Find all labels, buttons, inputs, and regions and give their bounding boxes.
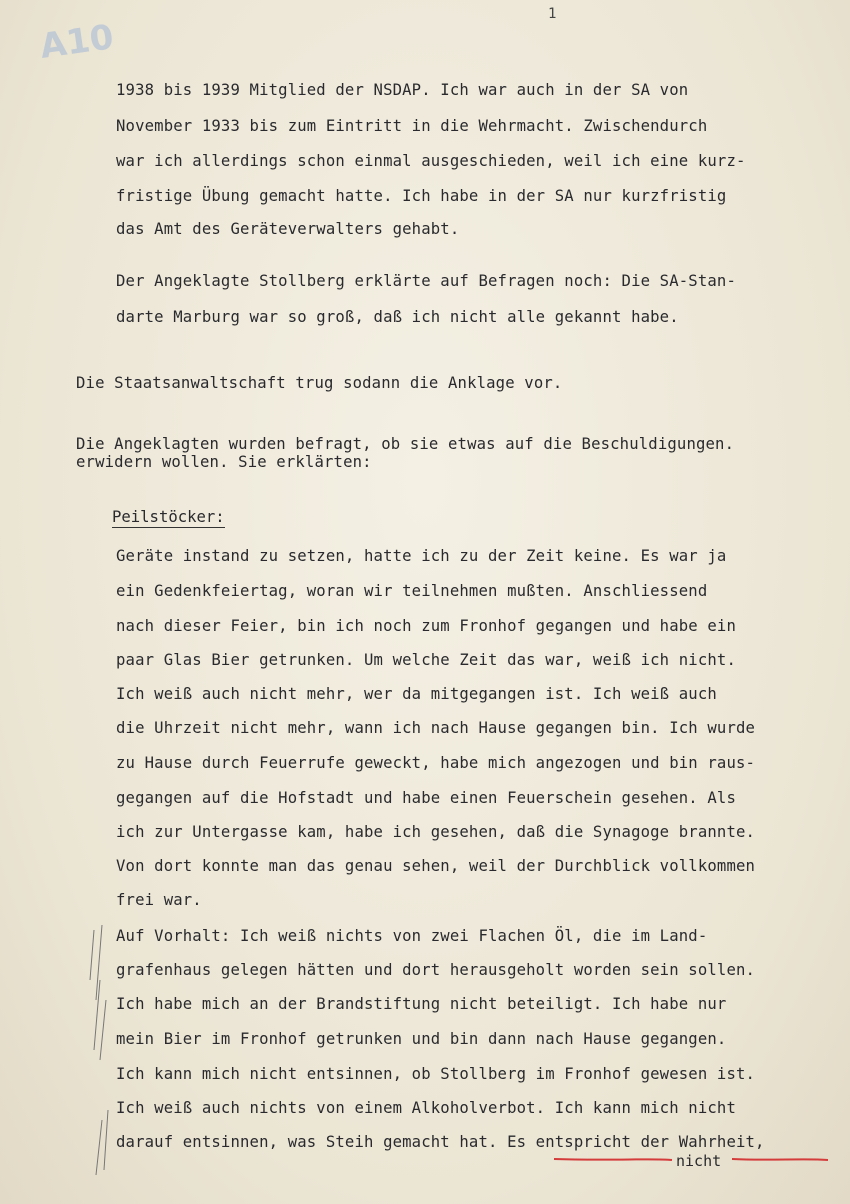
- text-line: Ich weiß auch nichts von einem Alkoholverbot. Ich kann mich nicht: [116, 1099, 736, 1117]
- text-line: fristige Übung gemacht hatte. Ich habe in der SA nur kurzfristig: [116, 187, 727, 205]
- text-line: erwidern wollen. Sie erklärten:: [76, 453, 372, 471]
- text-line: zu Hause durch Feuerrufe geweckt, habe mich angezogen und bin raus-: [116, 754, 756, 772]
- text-line: Die Staatsanwaltschaft trug sodann die Anklage vor.: [76, 374, 563, 392]
- text-line: darte Marburg war so groß, daß ich nicht alle gekannt habe.: [116, 308, 679, 326]
- handwritten-insertion: nicht: [676, 1152, 722, 1170]
- text-line: 1938 bis 1939 Mitglied der NSDAP. Ich war auch in der SA von: [116, 81, 689, 99]
- pencil-folio-mark: A10: [37, 17, 117, 67]
- text-line: ich zur Untergasse kam, habe ich gesehen, daß die Synagoge brannte.: [116, 823, 756, 841]
- text-line: Ich habe mich an der Brandstiftung nicht beteiligt. Ich habe nur: [116, 995, 727, 1013]
- text-line: die Uhrzeit nicht mehr, wann ich nach Hause gegangen bin. Ich wurde: [116, 719, 756, 737]
- text-line: darauf entsinnen, was Steih gemacht hat. Es entspricht der Wahrheit,: [116, 1133, 765, 1151]
- page-number: 1: [548, 6, 557, 22]
- speaker-heading: Peilstöcker:: [112, 508, 225, 526]
- text-line: Ich weiß auch nicht mehr, wer da mitgegangen ist. Ich weiß auch: [116, 685, 717, 703]
- text-line: grafenhaus gelegen hätten und dort herausgeholt worden sein sollen.: [116, 961, 756, 979]
- text-line: frei war.: [116, 891, 202, 909]
- text-line: war ich allerdings schon einmal ausgeschieden, weil ich eine kurz-: [116, 152, 746, 170]
- red-underline-mark: [552, 1155, 832, 1163]
- text-line: Die Angeklagten wurden befragt, ob sie etwas auf die Beschuldigungen.: [76, 435, 735, 453]
- text-line: das Amt des Geräteverwalters gehabt.: [116, 220, 460, 238]
- text-line: Auf Vorhalt: Ich weiß nichts von zwei Flachen Öl, die im Land-: [116, 927, 708, 945]
- text-line: mein Bier im Fronhof getrunken und bin dann nach Hause gegangen.: [116, 1030, 727, 1048]
- text-line: gegangen auf die Hofstadt und habe einen Feuerschein gesehen. Als: [116, 789, 736, 807]
- text-line: ein Gedenkfeiertag, woran wir teilnehmen mußten. Anschliessend: [116, 582, 708, 600]
- text-line: Der Angeklagte Stollberg erklärte auf Befragen noch: Die SA-Stan-: [116, 272, 736, 290]
- text-line: Von dort konnte man das genau sehen, weil der Durchblick vollkommen: [116, 857, 756, 875]
- text-line: paar Glas Bier getrunken. Um welche Zeit das war, weiß ich nicht.: [116, 651, 736, 669]
- margin-pencil-marks: [86, 920, 126, 1180]
- text-line: November 1933 bis zum Eintritt in die Wehrmacht. Zwischendurch: [116, 117, 708, 135]
- text-line: Ich kann mich nicht entsinnen, ob Stollberg im Fronhof gewesen ist.: [116, 1065, 756, 1083]
- text-line: nach dieser Feier, bin ich noch zum Fronhof gegangen und habe ein: [116, 617, 736, 635]
- text-line: Geräte instand zu setzen, hatte ich zu der Zeit keine. Es war ja: [116, 547, 727, 565]
